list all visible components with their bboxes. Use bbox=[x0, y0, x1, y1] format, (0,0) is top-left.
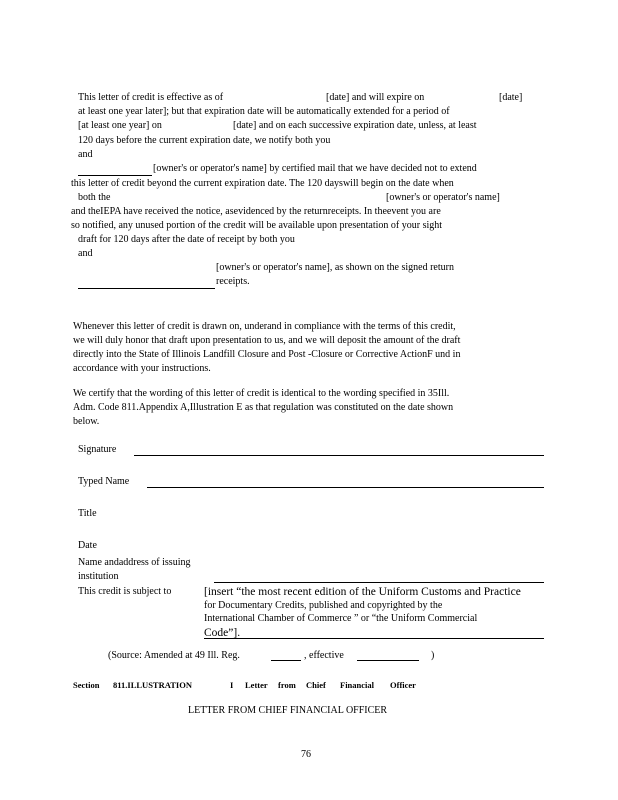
insert-line-4: Code”]. bbox=[204, 627, 241, 639]
page-number: 76 bbox=[301, 749, 311, 760]
section-part-i: I bbox=[230, 680, 234, 690]
source-label: (Source: Amended at 49 Ill. Reg. bbox=[108, 650, 240, 661]
p1-line-1-date: [date] and will expire on bbox=[326, 92, 425, 103]
p1-line-1-date2: [date] bbox=[499, 92, 523, 103]
section-financial: Financial bbox=[340, 680, 375, 690]
title-label: Title bbox=[78, 508, 97, 519]
insert-line-1: [insert “the most recent edition of the Uniform Customs and Practice bbox=[204, 586, 521, 598]
insert-underline bbox=[204, 638, 544, 639]
reg-number-blank[interactable] bbox=[271, 660, 301, 661]
p1-line-13: [owner's or operator's name], as shown on the signed return bbox=[216, 262, 454, 273]
effective-date-blank[interactable] bbox=[357, 660, 419, 661]
p1-line-8b: [owner's or operator's name] bbox=[386, 192, 500, 203]
signature-line[interactable] bbox=[134, 455, 544, 456]
letter-heading: LETTER FROM CHIEF FINANCIAL OFFICER bbox=[188, 705, 388, 716]
institution-line[interactable] bbox=[214, 582, 544, 583]
institution-label: institution bbox=[78, 571, 119, 582]
insert-line-3: International Chamber of Commerce ” or “the Uniform Commercial bbox=[204, 613, 478, 624]
p2-line-3: directly into the State of Illinois Landfill Closure and Post -Closure or Corrective ActionF und in bbox=[73, 349, 461, 360]
p1-line-5: and bbox=[78, 149, 93, 160]
section-officer: Officer bbox=[390, 680, 416, 690]
p1-line-3a: [at least one year] on bbox=[78, 120, 162, 131]
p1-line-10: so notified, any unused portion of the credit will be available upon presentation of your sight bbox=[71, 220, 443, 231]
p1-line-11: draft for 120 days after the date of receipt by both you bbox=[78, 234, 295, 245]
section-from: from bbox=[278, 680, 296, 690]
p1-line-3b: [date] and on each successive expiration date, unless, at least bbox=[233, 120, 477, 131]
section-illustration: 811.ILLUSTRATION bbox=[113, 680, 192, 690]
p1-line-7: this letter of credit beyond the current expiration date. The 120 dayswill begin on the date when bbox=[71, 178, 454, 189]
name-address-label: Name andaddress of issuing bbox=[78, 557, 191, 568]
typed-name-line[interactable] bbox=[147, 487, 544, 488]
p1-line-12: and bbox=[78, 248, 93, 259]
source-effective: , effective bbox=[304, 650, 344, 661]
section-word: Section bbox=[73, 680, 100, 690]
owner-name-blank-2 bbox=[78, 288, 215, 289]
subject-to-label: This credit is subject to bbox=[78, 586, 172, 597]
p2-line-1: Whenever this letter of credit is drawn on, underand in compliance with the terms of this credit, bbox=[73, 321, 456, 332]
p3-line-1: We certify that the wording of this letter of credit is identical to the wording specified in 35Ill. bbox=[73, 388, 450, 399]
p1-line-1: This letter of credit is effective as of bbox=[78, 92, 224, 103]
owner-name-blank-1 bbox=[78, 175, 152, 176]
section-chief: Chief bbox=[306, 680, 326, 690]
typed-name-label: Typed Name bbox=[78, 476, 130, 487]
p3-line-2: Adm. Code 811.Appendix A,Illustration E as that regulation was constituted on the date shown bbox=[73, 402, 454, 413]
source-close: ) bbox=[431, 650, 435, 661]
insert-line-2: for Documentary Credits, published and copyrighted by the bbox=[204, 600, 443, 611]
p1-line-4: 120 days before the current expiration date, we notify both you bbox=[78, 135, 331, 146]
p2-line-2: we will duly honor that draft upon presentation to us, and we will deposit the amount of the draft bbox=[73, 335, 461, 346]
p1-line-8a: both the bbox=[78, 192, 111, 203]
p1-line-14: receipts. bbox=[216, 276, 250, 287]
section-letter: Letter bbox=[245, 680, 268, 690]
p1-line-9: and theIEPA have received the notice, asevidenced by the returnreceipts. In theevent you are bbox=[71, 206, 441, 217]
p3-line-3: below. bbox=[73, 416, 100, 427]
signature-label: Signature bbox=[78, 444, 117, 455]
p2-line-4: accordance with your instructions. bbox=[73, 363, 211, 374]
p1-line-2: at least one year later]; but that expiration date will be automatically extended for a period of bbox=[78, 106, 450, 117]
date-label: Date bbox=[78, 540, 97, 551]
p1-line-6: [owner's or operator's name] by certified mail that we have decided not to extend bbox=[153, 163, 477, 174]
